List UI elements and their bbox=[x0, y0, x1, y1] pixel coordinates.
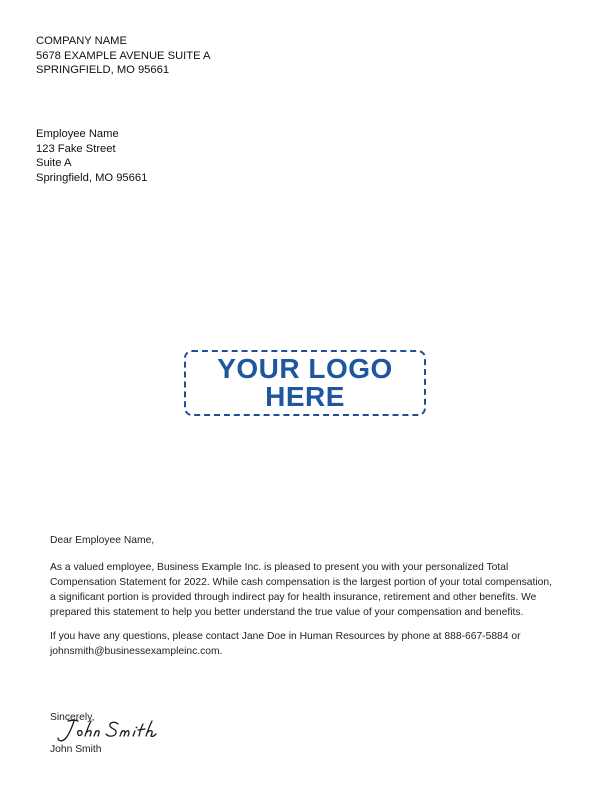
recipient-name: Employee Name bbox=[36, 128, 119, 140]
letter-paragraph-contact: If you have any questions, please contact Jane Doe in Human Resources by phone at 888-667-5884 or johnsmith@businessexampleinc.com. bbox=[50, 631, 521, 657]
recipient-suite: Suite A bbox=[36, 157, 72, 169]
logo-text-line1: YOUR LOGO bbox=[217, 353, 393, 384]
closing: Sincerely, bbox=[50, 712, 95, 723]
letter-body bbox=[50, 533, 560, 668]
sender-address-block bbox=[36, 34, 211, 78]
sender-street-address: 5678 EXAMPLE AVENUE SUITE A bbox=[36, 49, 211, 62]
sender-city-state-zip: SPRINGFIELD, MO 95661 bbox=[36, 64, 170, 76]
recipient-address-block bbox=[36, 127, 147, 185]
sender-company-name: COMPANY NAME bbox=[36, 35, 127, 47]
handwritten-signature bbox=[54, 717, 166, 745]
salutation: Dear Employee Name, bbox=[50, 535, 155, 546]
letter-paragraph-intro: As a valued employee, Business Example Inc. is pleased to present you with your personalized Total Compensation Statement for 2022. While cash compensation is the largest portion of your total compensation, a significant portion is provided through indirect pay for health insurance, retirement and other benefits. We prepared this statement to help you better understand the true value of your compensation and benefits. bbox=[50, 562, 552, 618]
recipient-street: 123 Fake Street bbox=[36, 142, 116, 155]
signer-name: John Smith bbox=[50, 744, 102, 755]
logo-text-line2: HERE bbox=[265, 381, 345, 412]
logo-placeholder bbox=[184, 350, 426, 416]
recipient-city-state-zip: Springfield, MO 95661 bbox=[36, 171, 148, 184]
